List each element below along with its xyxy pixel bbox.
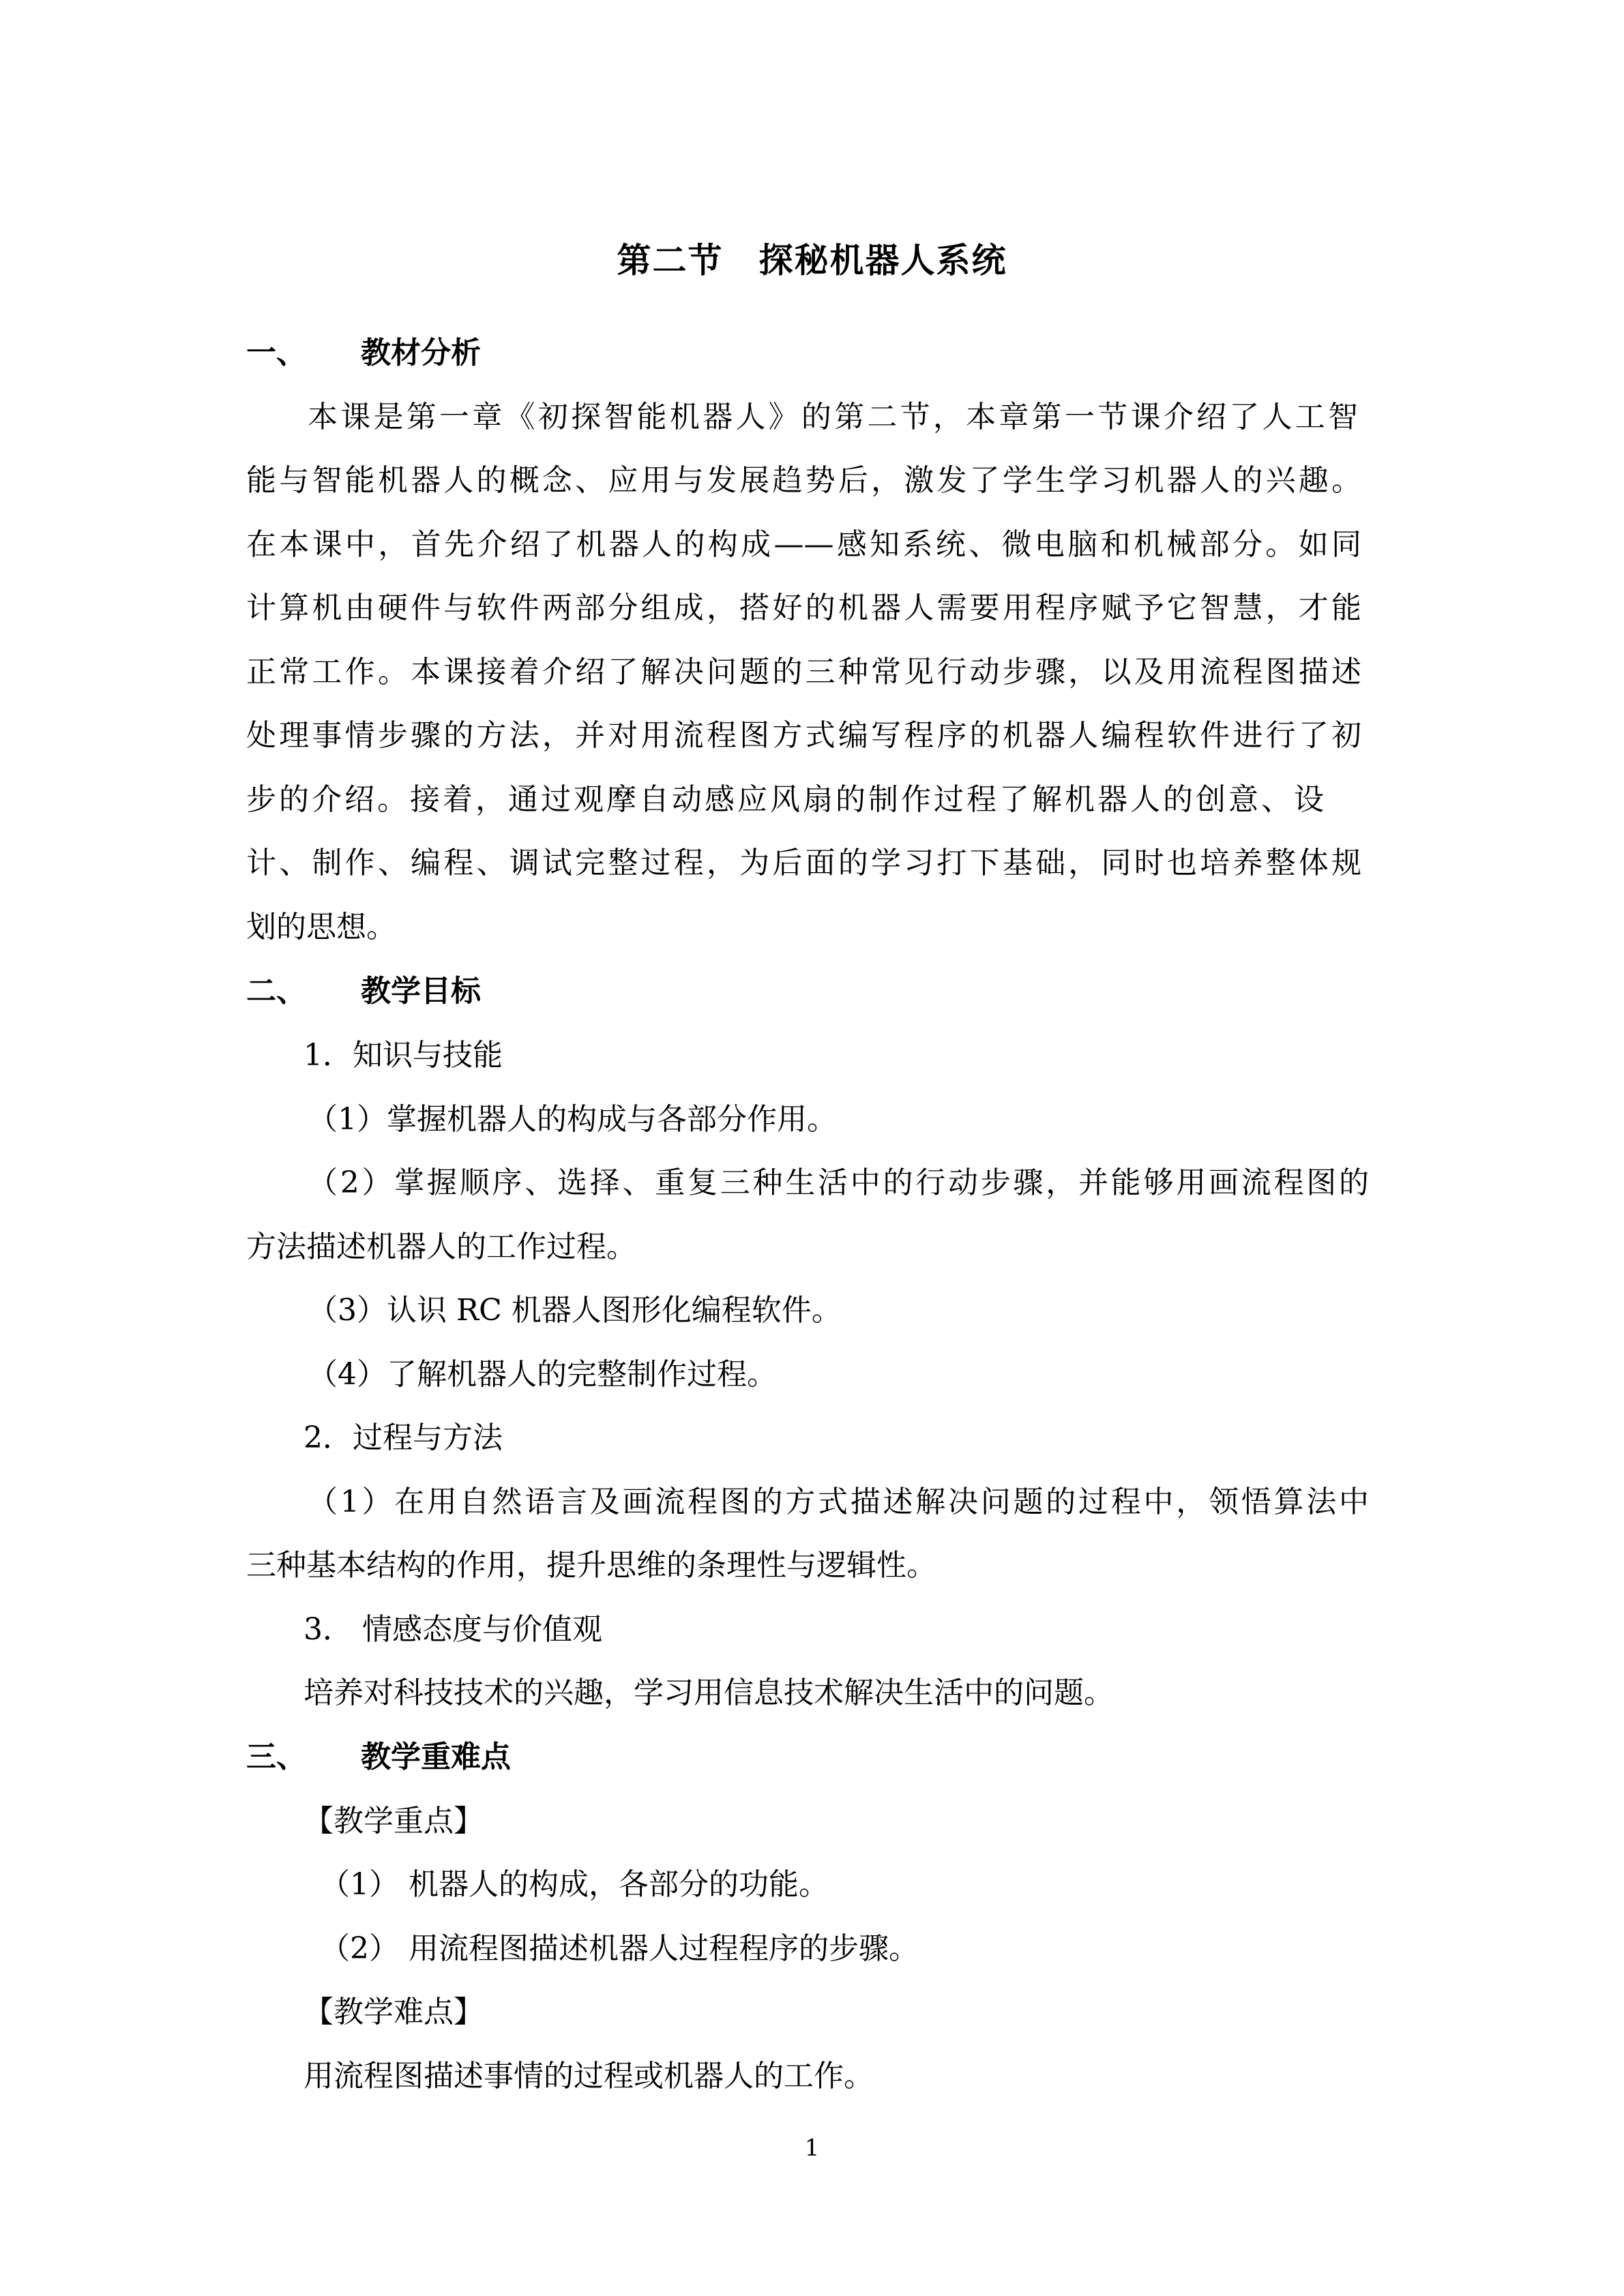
section-title: 教材分析 (361, 336, 481, 370)
list-item: （1） 机器人的构成，各部分的功能。 (320, 1867, 829, 1902)
paragraph-line: 步的介绍。接着，通过观摩自动感应风扇的制作过程了解机器人的创意、设 (246, 782, 1324, 817)
paragraph-line: 用流程图描述事情的过程或机器人的工作。 (304, 2059, 874, 2093)
paragraph-line: 处理事情步骤的方法，并对用流程图方式编写程序的机器人编程软件进行了初 (246, 718, 1361, 753)
list-item-continued: 三种基本结构的作用，提升思维的条理性与逻辑性。 (246, 1548, 936, 1583)
difficult-points-label: 【教学难点】 (304, 1995, 484, 2029)
page-title: 第二节 探秘机器人系统 (617, 241, 1007, 280)
paragraph-line: 培养对科技技术的兴趣，学习用信息技术解决生活中的问题。 (304, 1675, 1114, 1710)
key-points-label: 【教学重点】 (304, 1804, 484, 1838)
paragraph-line: 划的思想。 (246, 910, 396, 944)
list-item: （1）在用自然语言及画流程图的方式描述解决问题的过程中，领悟算法中 (308, 1485, 1369, 1519)
section-heading-1 (246, 333, 481, 374)
page-number: 1 (804, 2134, 820, 2162)
paragraph-line: 正常工作。本课接着介绍了解决问题的三种常见行动步骤，以及用流程图描述 (246, 655, 1361, 689)
section-number: 一、 (246, 336, 306, 370)
paragraph-line: 在本课中，首先介绍了机器人的构成——感知系统、微电脑和机械部分。如同 (246, 527, 1361, 562)
section-heading-3 (246, 1737, 511, 1778)
section-number: 二、 (246, 974, 306, 1009)
paragraph-line: 计、制作、编程、调试完整过程，为后面的学习打下基础，同时也培养整体规 (246, 846, 1361, 880)
section-heading-2 (246, 971, 481, 1012)
paragraph-line: 能与智能机器人的概念、应用与发展趋势后，激发了学生学习机器人的兴趣。 (246, 463, 1361, 498)
section-title: 教学重难点 (361, 1740, 511, 1774)
subheading-emotion: 3． 情感态度与价值观 (304, 1612, 602, 1647)
list-item-continued: 方法描述机器人的工作过程。 (246, 1229, 636, 1264)
list-item: （3）认识 RC 机器人图形化编程软件。 (308, 1293, 842, 1328)
subheading-knowledge: 1．知识与技能 (304, 1038, 503, 1073)
section-title: 教学目标 (361, 974, 481, 1009)
list-item: （2）掌握顺序、选择、重复三种生活中的行动步骤，并能够用画流程图的 (308, 1165, 1369, 1200)
subheading-process: 2．过程与方法 (304, 1420, 503, 1455)
list-item: （4）了解机器人的完整制作过程。 (308, 1357, 777, 1392)
list-item: （2） 用流程图描述机器人过程程序的步骤。 (320, 1931, 919, 1966)
list-item: （1）掌握机器人的构成与各部分作用。 (308, 1102, 837, 1137)
section-number: 三、 (246, 1740, 306, 1774)
paragraph-line: 计算机由硬件与软件两部分组成，搭好的机器人需要用程序赋予它智慧，才能 (246, 591, 1361, 625)
paragraph-line: 本课是第一章《初探智能机器人》的第二节，本章第一节课介绍了人工智 (308, 400, 1358, 434)
